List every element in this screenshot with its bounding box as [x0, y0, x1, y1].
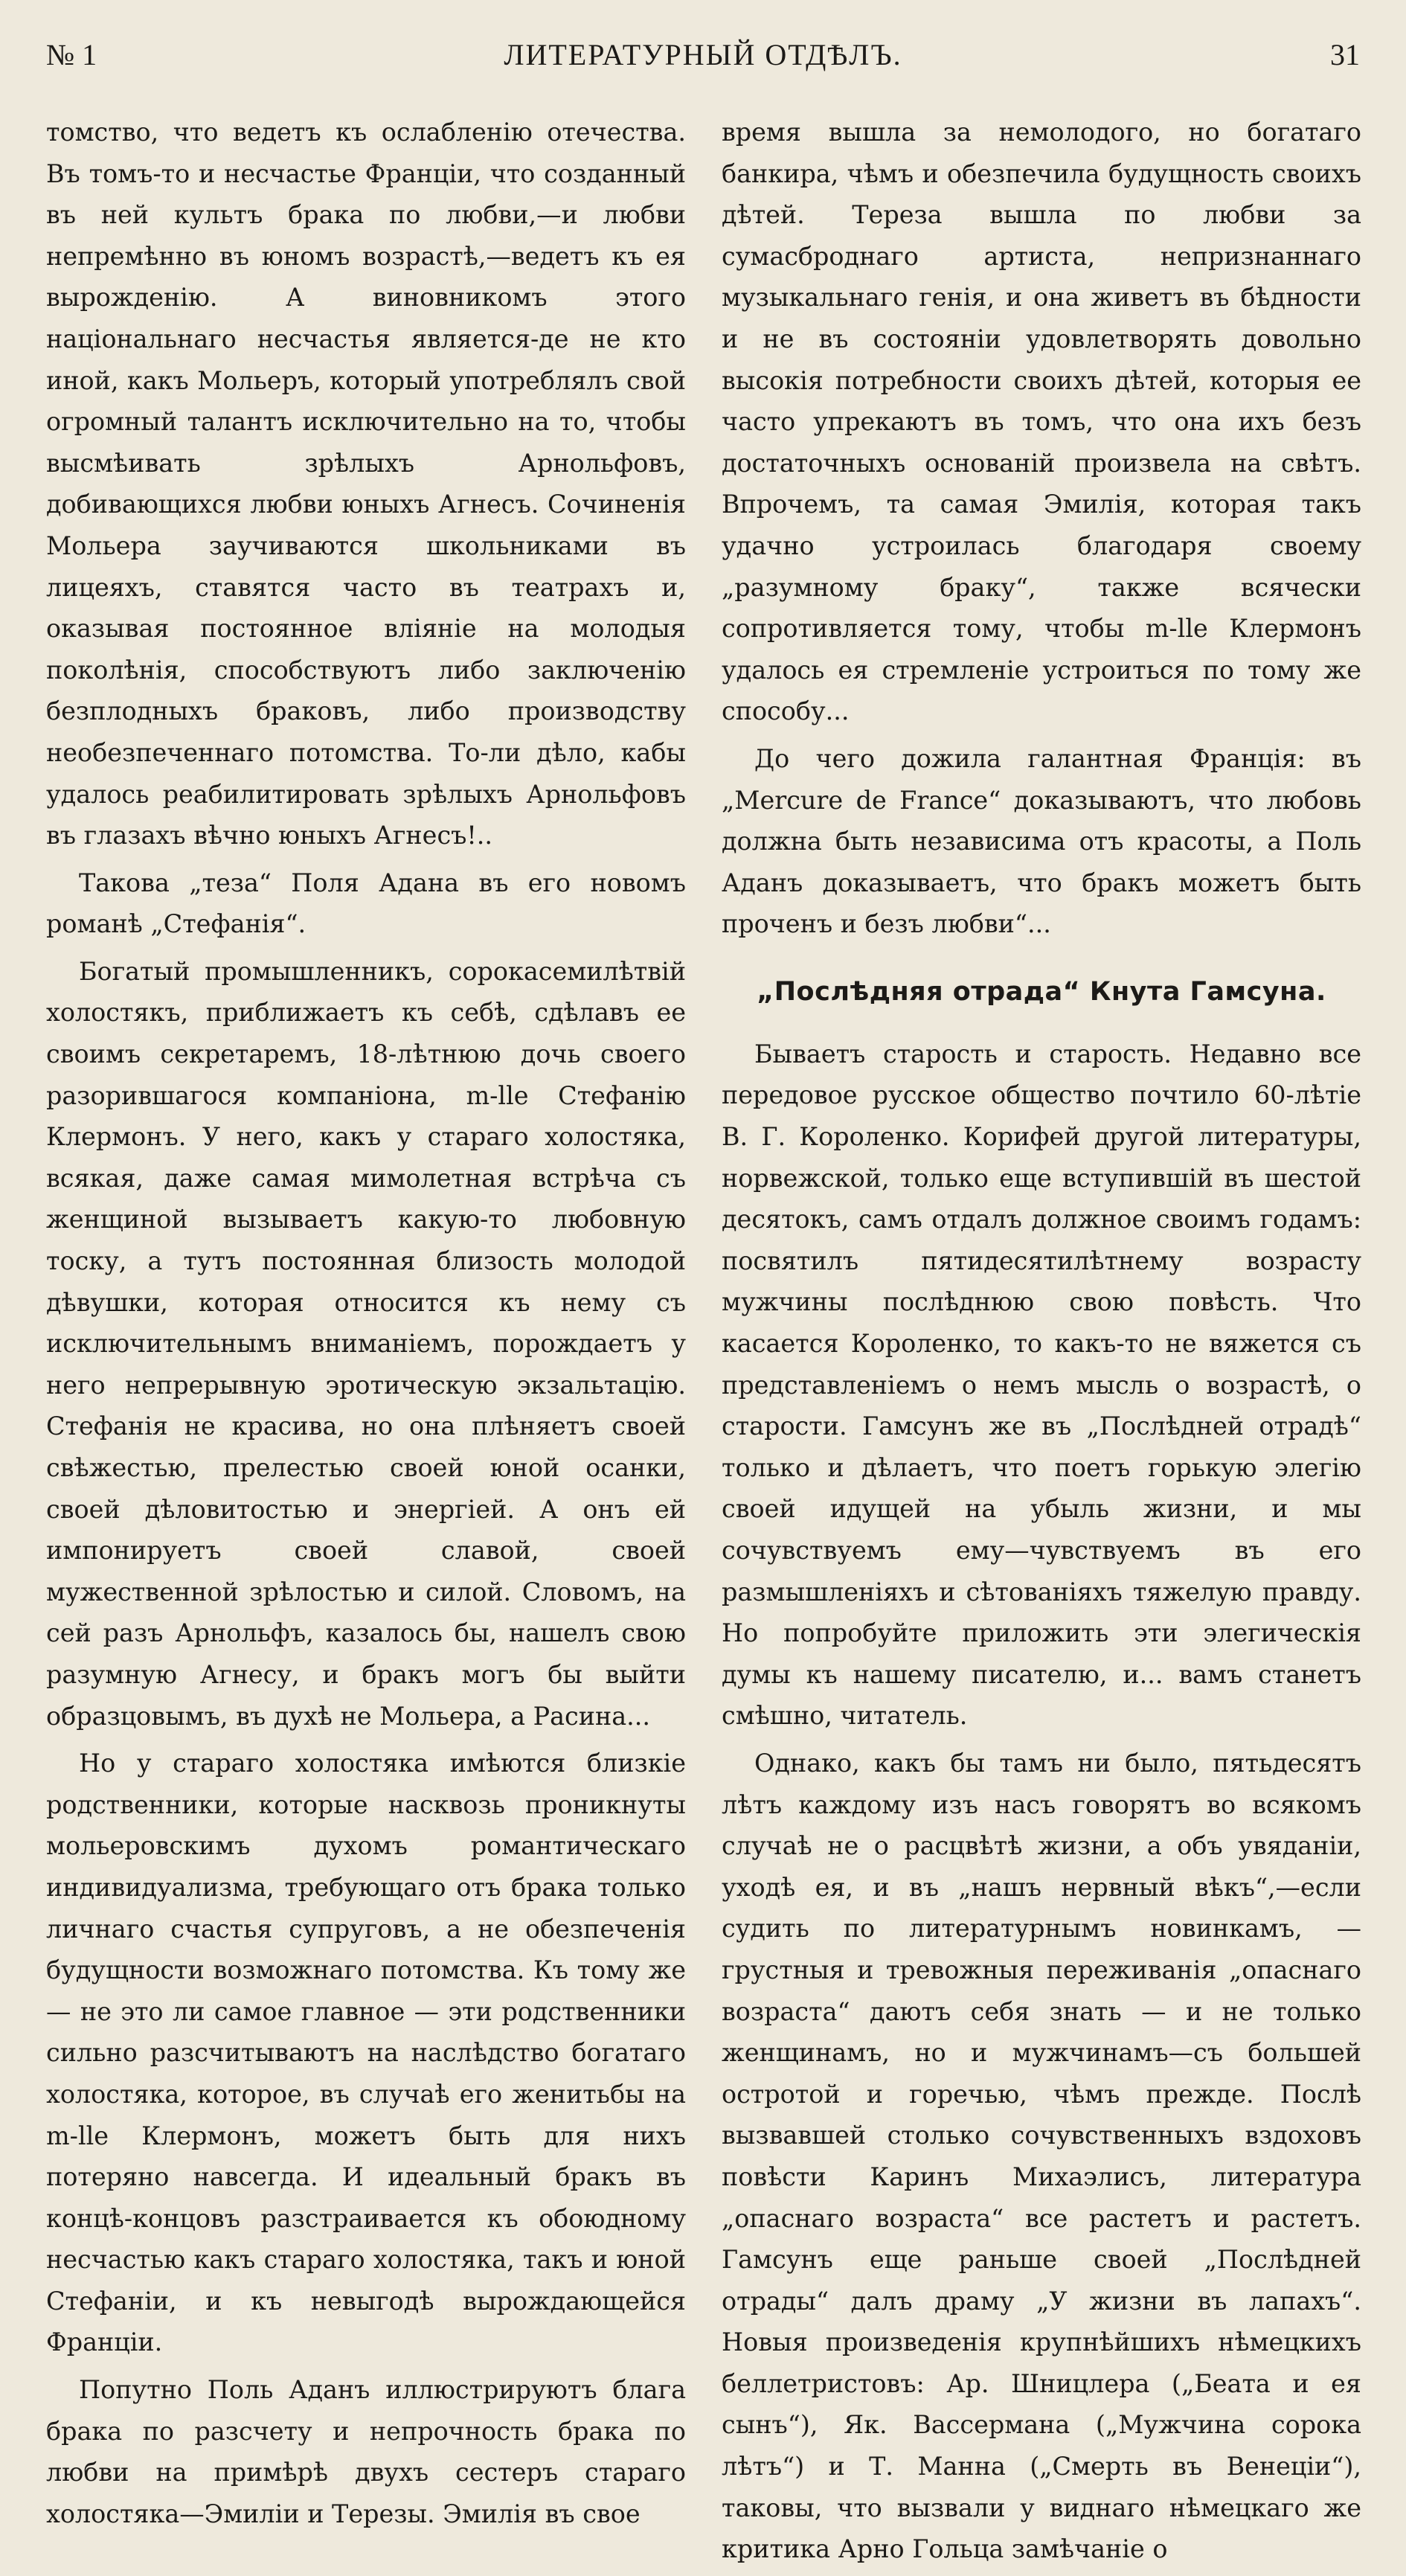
- paragraph: время вышла за немолодого, но богатаго банкира, чѣмъ и обезпечила будущность своихъ дѣтей. Тереза вышла по любви за сумасброднаго артиста, непризнаннаго музыкальнаго генія, и она живетъ въ бѣдности и не въ состояніи удовлетворять довольно высокія потребности своихъ дѣтей, которыя ее часто упрекаютъ въ томъ, что она ихъ безъ достаточныхъ основаній произвела на свѣтъ. Впрочемъ, та самая Эмилія, которая такъ удачно устроилась благодаря своему „разумному браку“, также всячески сопротивляется тому, чтобы m-lle Клермонъ удалось ея стремленіе устроиться по тому же способу...: [722, 118, 1361, 726]
- running-title: ЛИТЕРАТУРНЫЙ ОТДѢЛЪ.: [504, 38, 902, 71]
- paragraph: Однако, какъ бы тамъ ни было, пятьдесятъ лѣтъ каждому изъ насъ говорятъ во всякомъ случаѣ не о расцвѣтѣ жизни, а объ увяданіи, уходѣ ея, и въ „нашъ нервный вѣкъ“,—если судить по литературнымъ новинкамъ, — грустныя и тревожныя переживанія „опаснаго возраста“ даютъ себя знать — и не только женщинамъ, но и мужчинамъ—съ большей остротой и горечью, чѣмъ прежде. Послѣ вызвавшей столько сочувственныхъ вздоховъ повѣсти Каринъ Михаэлисъ, литература „опаснаго возраста“ все растетъ и растетъ. Гамсунъ еще раньше своей „Послѣдней отрады“ далъ драму „У жизни въ лапахъ“. Новыя произведенія крупнѣйшихъ нѣмецкихъ беллетристовъ: Ар. Шницлера („Беата и ея сынъ“), Як. Вассермана („Мужчина сорока лѣтъ“) и Т. Манна („Смерть въ Венеціи“), таковы, что вызвали у виднаго нѣмецкаго же критика Арно Гольца замѣчаніе о: [722, 1748, 1361, 2564]
- paragraph: До чего дожила галантная Франція: въ „Mercure de France“ доказываютъ, что любовь должна быть независима отъ красоты, а Поль Аданъ доказываетъ, что бракъ можетъ быть проченъ и безъ любви“...: [722, 743, 1361, 939]
- section-title: „Послѣдняя отрада“ Кнута Гамсуна.: [757, 976, 1326, 1007]
- right-column: [722, 112, 1361, 2576]
- left-column: [46, 112, 686, 2540]
- paragraph: Но у стараго холостяка имѣются близкіе родственники, которые насквозь проникнуты мольеровскимъ духомъ романтическаго индивидуализма, требующаго отъ брака только личнаго счастья супруговъ, а не обезпеченія будущности возможнаго потомства. Къ тому же— не это ли самое главное — эти родственники сильно разсчитываютъ на наслѣдство богатаго холостяка, которое, въ случаѣ его женитьбы на m-lle Клермонъ, можетъ быть для нихъ потеряно навсегда. И идеальный бракъ въ концѣ-концовъ разстраивается къ обоюдному несчастью какъ стараго холостяка, такъ и юной Стефаніи, и къ невыгодѣ вырождающейся Франціи.: [46, 1749, 686, 2357]
- page-header: [46, 37, 1360, 85]
- issue-number: № 1: [46, 38, 97, 71]
- paragraph: Попутно Поль Аданъ иллюстрируютъ блага брака по разсчету и непрочность брака по любви на примѣрѣ двухъ сестеръ стараго холостяка—Эмиліи и Терезы. Эмилія въ свое: [46, 2375, 686, 2528]
- paragraph: Бываетъ старость и старость. Недавно все передовое русское общество почтило 60-лѣтіе В. Г. Короленко. Корифей другой литературы, норвежской, только еще вступившій въ шестой десятокъ, самъ отдалъ должное своимъ годамъ: посвятилъ пятидесятилѣтнему возрасту мужчины послѣднюю свою повѣсть. Что касается Короленко, то какъ-то не вяжется съ представленіемъ о немъ мысль о возрастѣ, о старости. Гамсунъ же въ „Послѣдней отрадѣ“ только и дѣлаетъ, что поетъ горькую элегію своей идущей на убыль жизни, и мы сочувствуемъ ему—чувствуемъ въ его размышленіяхъ и сѣтованіяхъ тяжелую правду. Но попробуйте приложить эти элегическія думы къ нашему писателю, и... вамъ станетъ смѣшно, читатель.: [722, 1039, 1361, 1731]
- paragraph: Богатый промышленникъ, сорокасемилѣтвій холостякъ, приближаетъ къ себѣ, сдѣлавъ ее своимъ секретаремъ, 18-лѣтнюю дочь своего разорившагося компаніона, m-lle Стефанію Клермонъ. У него, какъ у стараго холостяка, всякая, даже самая мимолетная встрѣча съ женщиной вызываетъ какую-то любовную тоску, а тутъ постоянная близость молодой дѣвушки, которая относится къ нему съ исключительнымъ вниманіемъ, порождаетъ у него непрерывную эротическую экзальтацію. Стефанія не красива, но она плѣняетъ своей свѣжестью, прелестью своей юной осанки, своей дѣловитостью и энергіей. А онъ ей импонируетъ своей славой, своей мужественной зрѣлостью и силой. Словомъ, на сей разъ Арнольфъ, казалось бы, нашелъ свою разумную Агнесу, и бракъ могъ бы выйти образцовымъ, въ духѣ не Мольера, а Расина...: [46, 956, 686, 1731]
- page-number: 31: [1330, 38, 1360, 71]
- paragraph: Такова „теза“ Поля Адана въ его новомъ романѣ „Стефанія“.: [46, 868, 686, 939]
- paragraph: томство, что ведетъ къ ослабленію отечества. Въ томъ-то и несчастье Франціи, что созданный въ ней культъ брака по любви,—и любви непремѣнно въ юномъ возрастѣ,—ведетъ къ ея вырожденію. А виновникомъ этого національнаго несчастья является-де не кто иной, какъ Мольеръ, который употреблялъ свой огромный талантъ исключительно на то, чтобы высмѣивать зрѣлыхъ Арнольфовъ, добивающихся любви юныхъ Агнесъ. Сочиненія Мольера заучиваются школьниками въ лицеяхъ, ставятся часто въ театрахъ и, оказывая постоянное вліяніе на молодыя поколѣнія, способствуютъ либо заключенію безплодныхъ браковъ, либо производству необезпеченнаго потомства. То-ли дѣло, кабы удалось реабилитировать зрѣлыхъ Арнольфовъ въ глазахъ вѣчно юныхъ Агнесъ!..: [46, 118, 686, 850]
